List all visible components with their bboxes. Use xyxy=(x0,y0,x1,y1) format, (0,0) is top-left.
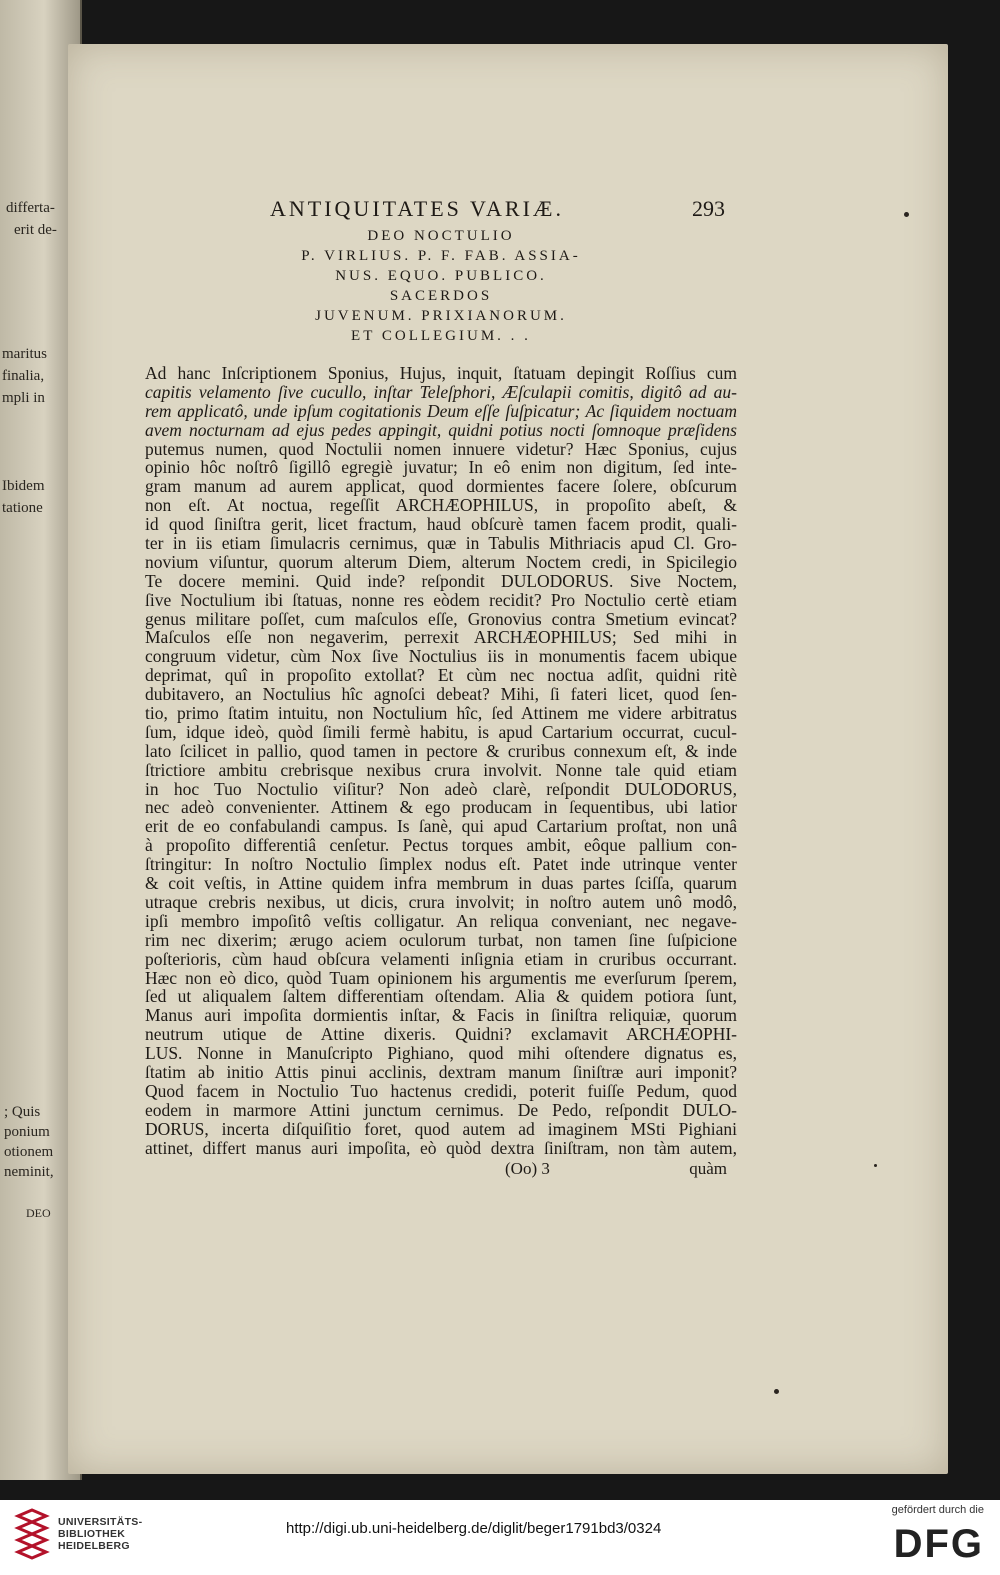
margin-fragment: neminit, xyxy=(4,1164,54,1180)
text-line: à propoſito differentiâ cenſetur. Pectus torques ambit, eôque pallium con- xyxy=(145,835,737,856)
institution-name xyxy=(58,1516,142,1552)
text-line: nec adeò convenienter. Attinem & ego producam in ſequentibus, ubi latior xyxy=(145,797,737,818)
running-title: ANTIQUITATES VARIÆ. xyxy=(270,196,564,221)
text-line: Hæc non eò dico, quòd Tuam opinionem his argumentis me everſurum ſperem, xyxy=(145,967,737,988)
text-column xyxy=(145,196,737,1179)
margin-fragment: ponium xyxy=(4,1124,50,1140)
text-line: LUS. Nonne in Manuſcripto Pighiano, quod mihi oſtendere dignatus es, xyxy=(145,1043,737,1064)
inscription-line: JUVENUM. PRIXIANORUM. xyxy=(315,308,567,324)
text-line: Manus auri impoſita dormientis inſtar, & Facis in ſiniſtra reliquiæ, quorum xyxy=(145,1005,737,1026)
funded-by-label: gefördert durch die xyxy=(891,1504,984,1516)
text-line: Ad hanc Inſcriptionem Sponius, Hujus, inquit, ſtatuam depingit Roſſius cum xyxy=(145,363,737,383)
foxing-spot xyxy=(904,212,909,217)
text-line: ſive Noctulium ibi ſtatuas, nonne res eòdem recidit? Pro Noctulio certè etiam xyxy=(145,589,737,610)
text-line: DORUS, incerta diſquiſitio foret, quod autem ad imaginem MSti Pighiani xyxy=(145,1118,737,1139)
text-line: avem nocturnam ad ejus pedes appingit, quidni potius nocti ſomnoque præſidens xyxy=(145,419,737,440)
inscription-line: NUS. EQUO. PUBLICO. xyxy=(335,268,547,284)
text-line: rem applicatô, unde ipſum cogitationis Deum eſſe ſuſpicatur; Ac ſiquidem noctuam xyxy=(145,400,737,421)
text-line: eodem in marmore Attini junctum cernimus. De Pedo, reſpondit DULO- xyxy=(145,1099,737,1120)
viewer-footer xyxy=(0,1500,1000,1575)
inscription-line: SACERDOS xyxy=(389,288,493,304)
inscription-line: DEO NOCTULIO xyxy=(367,228,515,244)
text-line: erit de eo confabulandi campus. Is ſanè, qui apud Cartarium proſtat, non unâ xyxy=(145,816,737,837)
text-line: genus militare poſſet, cum maſculos eſſe, Gronovius contra Smetium evincat? xyxy=(145,608,737,629)
margin-fragment: Ibidem xyxy=(2,478,45,494)
text-line: id quod ſiniſtra gerit, licet fractum, haud obſcurè tamen facem prodit, quali- xyxy=(145,514,737,535)
text-line: attinet, differt manus auri impoſita, eò quòd dextra ſiniſtram, non tàm autem, xyxy=(145,1137,737,1158)
text-line: ſed ut aliqualem ſaltem differentiam oſtendam. Alia & quidem potiora ſunt, xyxy=(145,986,737,1007)
text-line: Te docere memini. Quid inde? reſpondit DULODORUS. Sive Noctem, xyxy=(145,570,737,591)
text-line: ſtrictiore ambitu crebrisque nexibus crura involvit. Nonne tale quid etiam xyxy=(145,759,737,780)
text-line: Maſculos eſſe non negaverim, perrexit ARCHÆOPHILUS; Sed mihi in xyxy=(145,627,737,648)
inscription-line: P. VIRLIUS. P. F. FAB. ASSIA- xyxy=(301,248,581,264)
text-line: in hoc Tuo Noctulio viſitur? Non adeò clarè, reſpondit DULODORUS, xyxy=(145,778,737,799)
text-line: tio, primo ſtatim intuitu, non Noctulium hîc, ſed Attinem me videre arbitratus xyxy=(145,703,737,724)
catchword: quàm xyxy=(689,1159,727,1179)
text-line: novium viſuntur, quorum alterum Diem, alterum Noctem credi, in Spicilegio xyxy=(145,551,737,572)
institution-line: BIBLIOTHEK xyxy=(58,1528,126,1540)
text-line: ſtatim ab initio Attis pinui acclinis, dextram manum ſiniſtræ auri imponit? xyxy=(145,1061,737,1082)
text-line: putemus numen, quod Noctulii nomen innuere videtur? Hæc Sponius, cujus xyxy=(145,438,737,459)
running-head xyxy=(145,196,737,226)
margin-fragment: tatione xyxy=(2,500,43,516)
body-text xyxy=(145,364,737,1157)
text-line: ter in iis etiam ſimulacris cernimus, quæ in Tabulis Mithriacis apud Cl. Gro- xyxy=(145,533,737,554)
text-line: dubitavero, an Noctulius hîc agnoſci debeat? Mihi, ſi fateri licet, quod ſen- xyxy=(145,684,737,705)
institution-line: UNIVERSITÄTS- xyxy=(58,1516,143,1528)
margin-fragment: mpli in xyxy=(2,390,45,406)
text-line: deprimat, quî in propoſito extollat? Et cùm nec noctua adſit, quidni ritè xyxy=(145,665,737,686)
text-line: congruum videtur, cùm Nox ſive Noctulius iis in monumentis facem ubique xyxy=(145,646,737,667)
text-line: non eſt. At noctua, regeſſit ARCHÆOPHILUS, in propoſito abeſt, & xyxy=(145,495,737,516)
margin-fragment: ; Quis xyxy=(4,1104,41,1120)
margin-fragment: erit de- xyxy=(14,222,57,238)
margin-fragment: otionem xyxy=(4,1144,54,1160)
signature-mark: (Oo) 3 xyxy=(505,1159,550,1179)
dfg-logo[interactable]: DFG xyxy=(893,1522,984,1566)
university-library-logo[interactable] xyxy=(14,1508,50,1562)
text-line: & coit veſtis, in Attine quidem infra membrum in duas partes ſciſſa, quarum xyxy=(145,873,737,894)
text-line: lato ſcilicet in pallio, quod tamen in pectore & cruribus connexum eſt, & inde xyxy=(145,740,737,761)
inscription xyxy=(145,226,737,346)
text-line: opinio hôc noſtrô ſigillô egregiè juvatur; In eô enim non digitum, ſed inte- xyxy=(145,457,737,478)
text-line: ſtringitur: In noſtro Noctulio ſimplex nodus eſt. Patet inde utrinque venter xyxy=(145,854,737,875)
margin-fragment: differta- xyxy=(6,200,55,216)
margin-fragment: finalia, xyxy=(2,368,45,384)
text-line: ſum, idque ideò, quòd ſimili fermè habitu, is apud Cartarium occurrat, cucul- xyxy=(145,721,737,742)
foxing-spot xyxy=(874,1164,877,1167)
text-line: rim nec dixerim; ærugo aciem oculorum turbat, non tamen ſine ſuſpicione xyxy=(145,929,737,950)
text-line: poſterioris, cùm haud obſcura velamenti inſignia etiam in cruribus occurrant. xyxy=(145,948,737,969)
text-line: utraque crebris nexibus, ut dicis, crura involvit; in noſtro autem unô modô, xyxy=(145,891,737,912)
foxing-spot xyxy=(774,1389,779,1394)
text-line: neutrum utique de Attine dixeris. Quidni? exclamavit ARCHÆOPHI- xyxy=(145,1024,737,1045)
text-line: gram manum ad aurem applicat, quod dormientes facere ſolere, obſcurum xyxy=(145,476,737,497)
page-number: 293 xyxy=(692,196,725,221)
margin-fragment: DEO xyxy=(26,1206,51,1220)
margin-fragment: maritus xyxy=(2,346,47,362)
text-line: ipſi membro impoſitô veſtis colligatur. An reliqua conveniant, nec negave- xyxy=(145,910,737,931)
institution-line: HEIDELBERG xyxy=(58,1540,130,1552)
text-line: Quod facem in Noctulio Tuo hactenus credidi, poterit fuiſſe Pedum, quod xyxy=(145,1080,737,1101)
inscription-line: ET COLLEGIUM. . . xyxy=(351,328,531,344)
permalink-url[interactable]: http://digi.ub.uni-heidelberg.de/diglit/beger1791bd3/0324 xyxy=(286,1520,662,1537)
page-footer xyxy=(145,1159,737,1179)
text-line: capitis velamento ſive cucullo, inſtar Teleſphori, Æſculapii comitis, digitô ad au- xyxy=(145,381,737,402)
